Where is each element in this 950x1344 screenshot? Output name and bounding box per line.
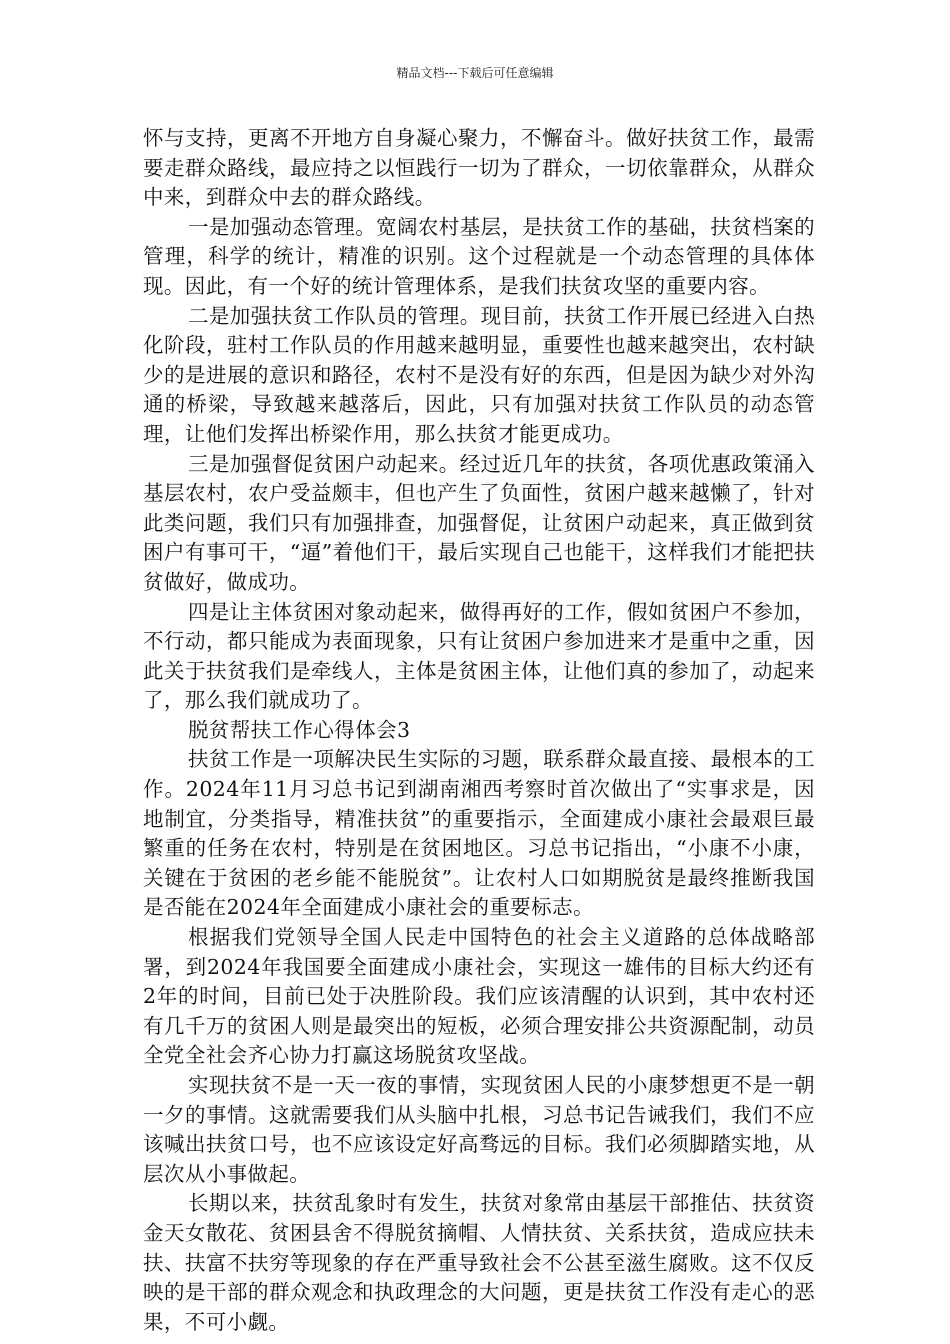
paragraph-body: 实现扶贫不是一天一夜的事情，实现贫困人民的小康梦想更不是一朝一夕的事情。这就需要我们从头脑中扎根，习总书记告诫我们，我们不应该喊出扶贫口号，也不应该设定好高骛远的目标。我们必须脚踏实地，从层次从小事做起。 bbox=[143, 1073, 815, 1186]
paragraph-point-two: 二是加强扶贫工作队员的管理。现目前，扶贫工作开展已经进入白热化阶段，驻村工作队员的作用越来越明显，重要性也越来越突出，农村缺少的是进展的意识和路径，农村不是没有好的东西，但是因为缺少对外沟通的桥梁，导致越来越落后，因此，只有加强对扶贫工作队员的动态管理，让他们发挥出桥梁作用，那么扶贫才能更成功。 bbox=[143, 303, 815, 446]
document-body bbox=[143, 124, 815, 1337]
page-header: 精品文档---下载后可任意编辑 bbox=[396, 66, 554, 80]
paragraph-continuation: 怀与支持，更离不开地方自身凝心聚力，不懈奋斗。做好扶贫工作，最需要走群众路线，最应持之以恒践行一切为了群众，一切依靠群众，从群众中来，到群众中去的群众路线。 bbox=[143, 126, 815, 210]
paragraph-point-three: 三是加强督促贫困户动起来。经过近几年的扶贫，各项优惠政策涌入基层农村，农户受益颇丰，但也产生了负面性，贫困户越来越懒了，针对此类问题，我们只有加强排查，加强督促，让贫困户动起来，真正做到贫困户有事可干，“逼”着他们干，最后实现自己也能干，这样我们才能把扶贫做好，做成功。 bbox=[143, 451, 815, 594]
paragraph-point-four: 四是让主体贫困对象动起来，做得再好的工作，假如贫困户不参加，不行动，都只能成为表面现象，只有让贫困户参加进来才是重中之重，因此关于扶贫我们是牵线人，主体是贫困主体，让他们真的参加了，动起来了，那么我们就成功了。 bbox=[143, 599, 815, 713]
section-heading: 脱贫帮扶工作心得体会3 bbox=[188, 717, 411, 742]
paragraph-body: 长期以来，扶贫乱象时有发生，扶贫对象常由基层干部推估、扶贫资金天女散花、贫困县舍不得脱贫摘帽、人情扶贫、关系扶贫，造成应扶未扶、扶富不扶穷等现象的存在严重导致社会不公甚至滋生腐败。这不仅反映的是干部的群众观念和执政理念的大问题，更是扶贫工作没有走心的恶果，不可小觑。 bbox=[143, 1191, 815, 1334]
paragraph-body: 根据我们党领导全国人民走中国特色的社会主义道路的总体战略部署，到2024年我国要全面建成小康社会，实现这一雄伟的目标大约还有2年的时间，目前已处于决胜阶段。我们应该清醒的认识到，其中农村还有几千万的贫困人则是最突出的短板，必须合理安排公共资源配制，动员全党全社会齐心协力打赢这场脱贫攻坚战。 bbox=[143, 925, 815, 1068]
paragraph-body: 扶贫工作是一项解决民生实际的习题，联系群众最直接、最根本的工作。2024年11月习总书记到湖南湘西考察时首次做出了“实事求是，因地制宜，分类指导，精准扶贫”的重要指示，全面建成小康社会最艰巨最繁重的任务在农村，特别是在贫困地区。习总书记指出，“小康不小康，关键在于贫困的老乡能不能脱贫”。让农村人口如期脱贫是最终推断我国是否能在2024年全面建成小康社会的重要标志。 bbox=[143, 747, 815, 920]
paragraph-point-one: 一是加强动态管理。宽阔农村基层，是扶贫工作的基础，扶贫档案的管理，科学的统计，精准的识别。这个过程就是一个动态管理的具体体现。因此，有一个好的统计管理体系，是我们扶贫攻坚的重要内容。 bbox=[143, 214, 815, 298]
